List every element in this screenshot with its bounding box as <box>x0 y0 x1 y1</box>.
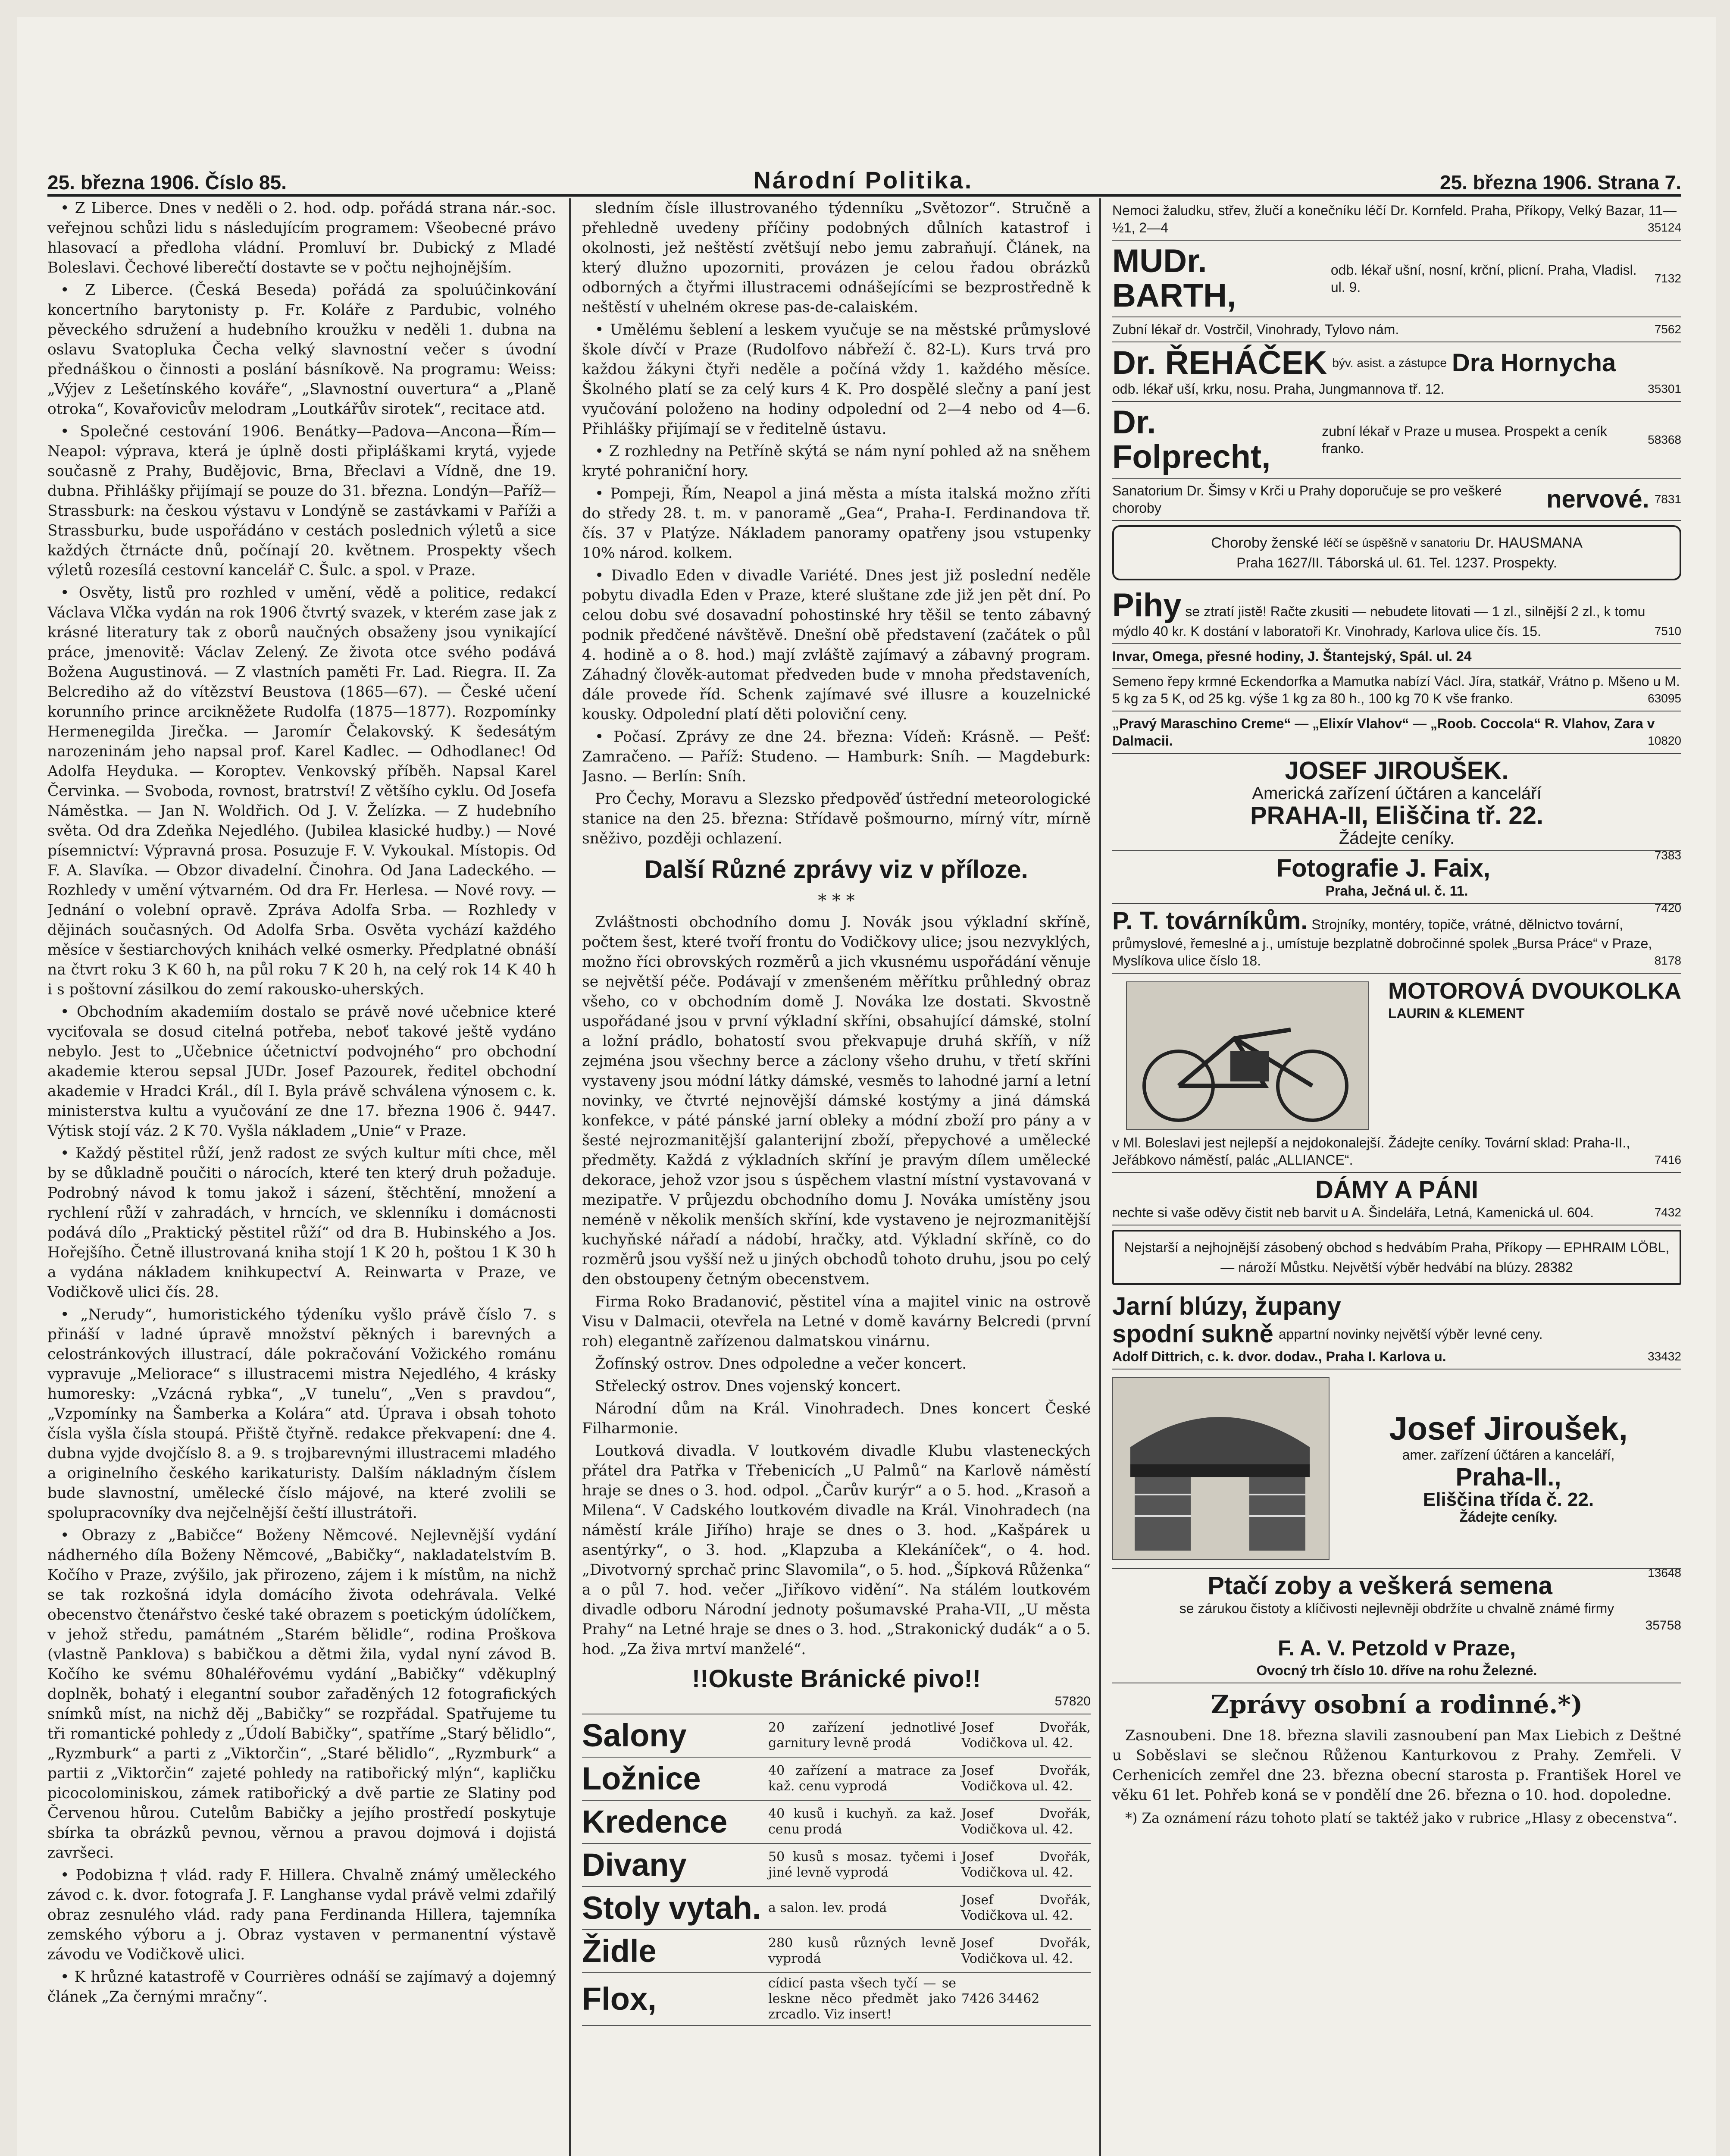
news-item: • Obrazy z „Babičce“ Boženy Němcové. Nejlevnější vydání nádherného díla Boženy Němcové, „Babičky“, nakladatelstvím B. Kočího v Praze, zvýšilo, jak přirozeno, zájem i k místům, na nichž se tak rozkošná idyla domácího života odehrávala. Velké obecenstvo čtenářstvo české také obrazem s poetickým údolíčkem, v jehož středu, památném „Starém bělidle“, rodina Proškova (vlastně Panklova) s babičkou a dětmi žila, vydal nyní závod B. Kočího ke svému 80haléřovému vydání „Babičky“ vděkuplný doplněk, bohatý i elegantní soubor zařaděných 12 fotografických snímků míst, na nichž děj „Babičky“ se rozpřádal. Spatřujeme tu tři romantické pohledy z „Údolí Babičky“, spatříme „Starý bělidlo“, „Ryzmburk“ a parti z „Viktorčin“, „Staré bělidlo“, „Ryzmburk“ a partii z „Viktorčin“ zajeté pohledy na ratibořický mlýn“, kapličku picocolominiskou, zámek ratibořický a dvě partie ze Slatiny pod Červenou hůrou. Cutelům Babičky a jejího prostředí poskytuje sbírka ta obrázků pevnou, věrnou a pravou dojmová i dojistá završeci. <box>47 1527 556 1861</box>
ad-name: Dr. ŘEHÁČEK <box>1112 345 1327 381</box>
ad-bursa-prace <box>1112 904 1681 974</box>
ad-text: v Ml. Boleslavi jest nejlepší a nejdokonalejší. Žádejte ceníky. Tovární sklad: Praha-II., Jeřábkovo náměstí, palác „ALLIANCE“. <box>1112 1135 1630 1168</box>
news-item: Střelecký ostrov. Dnes vojenský koncert. <box>595 1378 901 1395</box>
ad-keyword: Kredence <box>582 1804 728 1839</box>
ad-text: levné ceny. <box>1473 1326 1543 1342</box>
separator-stars: * * * <box>818 891 855 911</box>
ad-subtext: býv. asist. a zástupce <box>1332 356 1447 370</box>
ad-dittrich <box>1112 1289 1681 1369</box>
news-item: • Pompeji, Řím, Neapol a jiná města a místa italská možno zříti do středy 28. t. m. v panoramě „Gea“, Praha-I. Ferdinandova tř. čís. 37 v Platýze. Nákladem panoramy opatřeny jsou vstupenky 10% národ. kolkem. <box>582 485 1091 562</box>
ad-title: MOTOROVÁ DVOUKOLKA <box>1388 978 1681 1004</box>
family-news-note: *) Za oznámení rázu tohoto platí se taktéž jako v rubrice „Hlasy z obecenstva“. <box>1125 1810 1677 1826</box>
ad-pivo <box>582 1662 1091 1714</box>
ad-keyword: Flox, <box>582 1981 657 2017</box>
ad-text: amer. zařízení účtáren a kanceláří, <box>1402 1447 1615 1463</box>
ad-jirousek-2 <box>1112 1369 1681 1579</box>
news-item: Národní dům na Král. Vinohradech. Dnes koncert České Filharmonie. <box>582 1400 1091 1437</box>
ad-jirousek-1 <box>1112 754 1681 862</box>
ad-title: Ptačí zoby a veškerá semena <box>1208 1572 1552 1600</box>
ad-number: 7510 <box>1654 624 1681 638</box>
ad-sindelar <box>1112 1173 1681 1225</box>
ad-keyword: Ložnice <box>582 1761 701 1796</box>
ad-text: Strojníky, montéry, topiče, vrátné, dělnictvo tovární, průmyslové, řemeslné a j., umístuje bezplatně dobročinné spolek „Bursa Práce“ v Praze, Myslíkova ulice číslo 18. <box>1112 917 1652 968</box>
ad-title: Jarní blúzy, župany <box>1112 1292 1341 1320</box>
ad-big-word: Pihy <box>1112 587 1182 624</box>
column-1 <box>47 198 556 2156</box>
ad-keyword: Židle <box>582 1933 657 1969</box>
ad-address: Praha 1627/II. Táborská ul. 61. Tel. 1237. Prospekty. <box>1236 555 1557 570</box>
ad-vendor: Josef Dvořák, Vodičkova ul. 42. <box>961 1849 1091 1880</box>
ad-number: 35301 <box>1648 382 1681 395</box>
column-3-ads <box>1112 198 1681 2156</box>
ad-lobl <box>1112 1230 1681 1285</box>
news-item: • Každý pěstitel růží, jenž radost ze svých kultur míti chce, měl by se důkladně poučiti o nárocích, které ten který druh požaduje. Podrobný návod k tomu jakož i sázení, štěchtění, množení a rychlení růží v zahradách, v hrncích, ve sklenníku i domácnosti podává dílo „Praktický pěstitel růží“ od dra B. Hubinského a Jos. Hořejšího. Četně illustrovaná kniha stojí 1 K 20 h, poštou 1 K 30 h a vydána nákladem knihkupectví A. Reinwarta v Praze, ve Vodičkově ulici čís. 28. <box>47 1145 556 1301</box>
news-item: Zvláštnosti obchodního domu J. Novák jsou výkladní skříně, počtem šest, které tvoří frontu do Vodičkovy ulice; jsou nezvyklých, možno říci obrovských rozměrů a jich vkusnému uspořádání věnuje se největší péče. Podávají v zmenšeném měřítku průhledný obraz všeho, co v obchodním domě J. Nováka lze dostati. Skvostně uspořádané jsou v první výkladní skříni, obsahující dámské, stolní a ložní prádlo, bohatostí svou překvapuje druhá skříň, v níž zejména jsou všechny berce a záclony všeho druhu, v třetí skříni vystaveny jsou módní látky dámské, vesměs to lahodné jarní a letní novinky, ve čtvrté nejnovější dámské kostýmy a jiná dámská konfekce, v páté pánské jarní obleky a módní zboží pro pány a v šesté nejrozmanitější galanterijní zboží, přepychové a umělecké předměty. Každá z výkladních skříní je pravým dílem umělecké dekorace, jehož vzor jsou s úspěchem vlastní místní vystavovaná v mezipatře. V průjezdu obchodního domu J. Nováka umístěny jsou neméně v několik menších skříní, kde vystaveno je nejrozmanitější kuchyňské nářadí a nádobí, hračky, atd. Výkladní skříně, co do rozměrů jsou vyšší než u jiných obchodů tohoto druhu, jsou po celý den obstoupeny četným obecenstvem. <box>582 914 1091 1288</box>
ad-text: 40 kusů i kuchyň. za kaž. cenu prodá <box>768 1806 956 1837</box>
furniture-ad-row <box>582 1887 1091 1930</box>
ad-text: 40 zařízení a matrace za kaž. cenu vyprodá <box>768 1763 956 1794</box>
ad-text: se ztratí jistě! Račte zkusiti — nebudete litovati — 1 zl., silnější 2 zl., k tomu mýdlo 40 kr. K dostání v laboratoři Kr. Vinohrady, Karlova ulice čís. 15. <box>1112 604 1646 639</box>
motorcycle-icon <box>1127 982 1367 1127</box>
ad-vendor: Josef Dvořák, Vodičkova ul. 42. <box>961 1893 1091 1923</box>
ad-number: 28382 <box>1534 1260 1573 1275</box>
ad-address: Ovocný trh číslo 10. dříve na rohu Železné. <box>1256 1663 1537 1678</box>
news-item: Pro Čechy, Moravu a Slezsko předpověď ústřední meteorologické stanice na den 25. března: Střídavě pošmourno, mírný vítr, mírně sněživo, později ochlazení. <box>582 790 1091 847</box>
ad-keyword: Salony <box>582 1717 687 1753</box>
ad-text: Zubní lékař dr. Vostrčil, Vinohrady, Tylovo nám. <box>1112 322 1399 337</box>
ad-vendor: Josef Dvořák, Vodičkova ul. 42. <box>961 1720 1091 1751</box>
furniture-ad-row <box>582 1758 1091 1801</box>
ad-number: 63095 <box>1648 692 1681 705</box>
ad-text: nechte si vaše oděvy čistit neb barvit u A. Šindelářa, Letná, Kamenická ul. 604. <box>1112 1205 1594 1220</box>
ad-name: F. A. V. Petzold v Praze, <box>1277 1636 1516 1660</box>
ad-text: 20 zařízení jednotlivé garnitury levně prodá <box>768 1720 956 1751</box>
ad-address: PRAHA-II, Eliščina tř. 22. <box>1250 802 1544 830</box>
ad-vendor: Josef Dvořák, Vodičkova ul. 42. <box>961 1936 1091 1966</box>
news-item: • K hrůzné katastrofě v Courrières odnáší se zajímavý a dojemný článek „Za černými mračny“. <box>47 1968 556 2006</box>
ad-number: 7383 <box>1654 849 1681 862</box>
ad-cta: Žádejte ceníky. <box>1339 829 1455 848</box>
ad-text: appartní novinky největší výběr <box>1278 1326 1469 1342</box>
ad-big-word: nervové. <box>1546 485 1649 513</box>
ad-vendor: 7426 34462 <box>961 1991 1040 2006</box>
ad-vendor: Josef Dvořák, Vodičkova ul. 42. <box>961 1763 1091 1794</box>
ad-faix <box>1112 851 1681 915</box>
ad-number: 7831 <box>1654 492 1681 506</box>
ad-name: Josef Jiroušek, <box>1389 1410 1628 1447</box>
ad-keyword: Stoly vytah. <box>582 1890 761 1926</box>
ad-text: 280 kusů různých levně vyprodá <box>768 1936 956 1966</box>
rolltop-desk-icon <box>1113 1378 1327 1557</box>
newspaper-page <box>17 17 1716 2156</box>
ad-rehacek <box>1112 342 1681 402</box>
ad-title: DÁMY A PÁNI <box>1315 1176 1479 1204</box>
masthead: Národní Politika. <box>753 166 973 194</box>
ad-city: Praha-II., <box>1455 1463 1561 1491</box>
news-item: • Společné cestování 1906. Benátky—Padova—Ancona—Řím—Neapol: výprava, která je úplně dosti připláškami krytá, vyjede současně z Prahy, Budějovic, Brna, Břeclavi a Vídně, dne 19. dubna. Přihlášky přijímají se pouze do 31. března. Londýn—Paříž—Strassburk: na českou výstavu v Londýně se zastávkami v Paříži a Strassburku, bude uspořádáno v cestách poslednich výletů a sice každých čtrnácte dnů, počínají 20. květnem. Prospekty všech výletů rozesílá cestovní kancelář C. Šulc. a spol. v Praze. <box>47 423 556 579</box>
ad-semeno <box>1112 669 1681 711</box>
news-item: Žofínský ostrov. Dnes odpoledne a večer koncert. <box>595 1355 967 1373</box>
furniture-ad-row <box>582 1801 1091 1844</box>
ad-vlahov <box>1112 711 1681 754</box>
ad-hausman <box>1112 525 1681 580</box>
header-date-issue: 25. března 1906. Číslo 85. <box>47 171 287 194</box>
furniture-ads <box>582 1714 1091 2026</box>
ad-folprecht <box>1112 402 1681 479</box>
furniture-ad-row <box>582 1844 1091 1887</box>
news-item: sledním čísle illustrovaného týdenníku „Světozor“. Stručně a přehledně uvedeny příčiny podobných důlních katastrof i okolnosti, jež neštěstí zvětšují nebo jemu zabraňují. Článek, na který dlužno upozorniti, provázen je celou řadou obrázků odborných a čtyřmi illustracemi odnášejícími se bezprostředně k neštěstí v uhelném okrese pas-de-calaiském. <box>582 200 1091 316</box>
ad-text: Semeno řepy krmné Eckendorfka a Mamutka nabízí Václ. Jíra, statkář, Vrátno p. Mšeno u M. 5 kg za 5 K, od 25 kg. výše 1 kg za 80 h., 100 kg 70 K vše franko. <box>1112 674 1680 706</box>
ad-number: 10820 <box>1648 734 1681 747</box>
ad-barth <box>1112 241 1681 317</box>
section-heading: Další Různé zprávy viz v příloze. <box>644 856 1028 884</box>
ad-text: odb. lékař ušní, nosní, krční, plicní. Praha, Vladisl. ul. 9. <box>1330 262 1637 295</box>
ad-title: Choroby ženské <box>1211 535 1319 551</box>
ad-name: Fotografie J. Faix, <box>1276 854 1491 882</box>
ad-text: „Pravý Maraschino Creme“ — „Elixír Vlahov“ — „Roob. Coccola“ R. Vlahov, Zara v Dalmacii. <box>1112 716 1655 749</box>
news-item: • Z Liberce. Dnes v neděli o 2. hod. odp. pořádá strana nár.-soc. veřejnou schůzi lidu s následujícím programem: Všeobecné právo hlasovací a předloha vládní. Promluví br. Dubický z Mladé Boleslavi. Čechové liberečtí dostavte se v počtu nejhojnějším. <box>47 200 556 276</box>
ad-vendor: Josef Dvořák, Vodičkova ul. 42. <box>961 1806 1091 1837</box>
news-item: • Osvěty, listů pro rozhled v umění, vědě a politice, redakcí Václava Vlčka vydán na rok 1906 čtvrtý svazek, v kterém zase jak z krásné literatury tak z oborů naučných obsaženy jsou vynikající práce, jmenovitě: Václav Zelený. Ze života otce svého podává Božena Augustinová. — Z vlastních paměti Fr. Lad. Riegra. II. Za Belcrediho až do vítězství Beustova (1865—67). — České učení korunního prince arcikněžete Rudolfa (1875—1877). Rozpomínky Hermenegilda Jirečka. — Jaromír Čelakovský. K šedesátým narozeninám jeho napsal prof. Karel Kadlec. — Odhodlanec! Od Adolfa Heyduka. — Koroptev. Venkovský příběh. Napsal Karel Červinka. — Svoboda, rovnost, bratrství! Z většího cyklu. Od Josefa Náměstka. — Jan N. Woldřich. Od J. V. Želízka. — Z hudebního světa. Od dra Zdeňka Nejedlého. (Jubilea klasické hudby.) — Nové písemnictví: Výpravná prosa. Posuzuje F. V. Vykoukal. Místopis. Od F. A. Slavíka. — Obzor divadelní. Činohra. Od Jana Ladeckého. — Rozhledy v umění výtvarném. Od dra Fr. Herlesa. — Nové rovy. — Jednání o volební opravě. Zpráva Adolfa Srba. — Rozhledy v dějinách současných. Od Adolfa Srba. Osvěta vychází každého měsíce v šestiarchových knihách velké osmerky. Předplatné obnáší na čtvrt roku 3 K 60 h, na půl roku 7 K 20 h, na celý rok 14 K 40 h i s poštovní zásilkou do zemí rakousko-uherských. <box>47 584 556 998</box>
ad-vendor: Adolf Dittrich, c. k. dvor. dodav., Praha I. Karlova u. <box>1112 1349 1446 1364</box>
ad-address: Praha, Ječná ul. č. 11. <box>1325 883 1468 899</box>
column-rule <box>1099 198 1101 2156</box>
ad-text: cídicí pasta všech tyčí — se leskne něco předmět jako zrcadlo. Viz insert! <box>768 1976 956 2022</box>
furniture-ad-row <box>582 1714 1091 1758</box>
ad-number: 57820 <box>1054 1694 1091 1708</box>
ad-text: odb. lékař uší, krku, nosu. Praha, Jungmannova tř. 12. <box>1112 381 1445 397</box>
header-date-page: 25. března 1906. Strana 7. <box>1440 171 1681 194</box>
ad-name-right: Dra Hornycha <box>1452 349 1616 377</box>
column-2 <box>582 198 1091 2156</box>
ad-number: 35124 <box>1648 221 1681 234</box>
news-item: • Z rozhledny na Petříně skýtá se nám nyní pohled až na sněhem kryté pohraniční hory. <box>582 443 1091 480</box>
ad-number: 7432 <box>1654 1206 1681 1219</box>
news-item: Loutková divadla. V loutkovém divadle Klubu vlasteneckých přátel dra Patřka v Třebenicích „U Palmů“ na Karlově náměstí hraje se dnes o 3. hod. odpol. „Čarův kurýr“ a o 5. hod. „Krasoň a Milena“. V Cadského loutkovém divadle na Král. Vinohradech (na náměstí krále Jiřího) hraje se dnes o 3. hod. „Kašpárek u asentýrky“, o 3. hod. „Klapzuba a Klekáníček“, o 4. hod. „Divotvorný sprchač princ Slavomila“, o 5. hod. „Šípková Růženka“ a o půl 7. hod. večer „Jiříkovo vidění“. Na stálém loutkovém divadle odboru Národní jednoty pošumavské Praha-VII, „U města Prahy“ na Letné hraje se dnes o 3. hod. „Strakonický dudák“ a o 5. hod. „Za živa mrtví manželé“. <box>582 1442 1091 1658</box>
ad-text: zubní lékař v Praze u musea. Prospekt a ceník franko. <box>1322 423 1607 456</box>
ad-kornfeld <box>1112 198 1681 241</box>
ad-text: 50 kusů s mosaz. tyčemi i jiné levně vyprodá <box>768 1849 956 1880</box>
ad-text: Sanatorium Dr. Šimsy v Krči u Prahy doporučuje se pro veškeré choroby <box>1112 483 1502 516</box>
ad-number: 7416 <box>1654 1153 1681 1166</box>
ad-number: 13648 <box>1648 1566 1681 1579</box>
ad-cta: Žádejte ceníky. <box>1459 1509 1558 1525</box>
ad-subtext: léčí se úspěšně v sanatoriu <box>1323 536 1470 549</box>
news-item: • Obchodním akademiím dostalo se právě nové učebnice které vyciťovala se dosud citelná potřeba, neboť takové ještě vydáno nebylo. Jest to „Učebnice účetnictví podvojného“ pro obchodní akademie kterou sepsal JUDr. Josef Pazourek, ředitel obchodní akademie v Hradci Král., díl I. Byla právě schválena výnosem c. k. ministerstva kultu a vyučování ze dne 17. března 1906 č. 9447. Výtisk stojí váz. 2 K 70. Vyšla nákladem „Unie“ v Praze. <box>47 1003 556 1140</box>
ad-name: JOSEF JIROUŠEK. <box>1285 757 1509 785</box>
family-news-heading: Zprávy osobní a rodinné.*) <box>1211 1690 1583 1719</box>
ad-pihy <box>1112 585 1681 644</box>
ad-laurin-klement <box>1112 974 1681 1173</box>
ad-number: 7562 <box>1654 323 1681 336</box>
ad-text: Nejstarší a nejhojnější zásobený obchod s hedvábím Praha, Příkopy — EPHRAIM LÖBL, — nároží Můstku. Největší výběr hedvábí na blúzy. <box>1124 1240 1670 1275</box>
ad-hodiny <box>1112 644 1681 669</box>
ad-number: 8178 <box>1654 954 1681 967</box>
ad-pivo-title: !!Okuste Bránické pivo!! <box>691 1665 981 1693</box>
ad-simsa <box>1112 479 1681 521</box>
ad-title: P. T. továrníkům. <box>1112 907 1308 935</box>
ad-keyword: Divany <box>582 1847 687 1883</box>
ad-number: 7420 <box>1654 901 1681 915</box>
ad-number: 7132 <box>1654 272 1681 285</box>
ad-petzold <box>1112 1569 1681 1683</box>
page-header <box>47 160 1681 197</box>
news-item: • Počasí. Zprávy ze dne 24. března: Vídeň: Krásně. — Pešť: Zamračeno. — Paříž: Studeno. — Hamburk: Sníh. — Magdeburk: Jasno. — Berlín: Sníh. <box>582 728 1091 785</box>
ad-name: Dr. Folprecht, <box>1112 404 1271 475</box>
news-item: • Umělému šeblení a leskem vyučuje se na městské průmyslové škole dívčí v Praze (Rudolfovo nábřeží č. 82-L). Kurs trvá pro každou žákyni čtyři neděle a počíná vždy 1. každého měsíce. Školného platí se za celý kurs 4 K. Pro dospělé slečny a paní jest vyučování položeno na hodiny odpolední od 2—4 nebo od 4—6. Přihlášky přijímají se v ředitelně ústavu. <box>582 321 1091 438</box>
furniture-ad-row <box>582 1973 1091 2026</box>
ad-title-2: spodní sukně <box>1112 1320 1273 1348</box>
ad-text: Americká zařízení účtáren a kanceláří <box>1252 784 1542 803</box>
family-news-text: Zasnoubeni. Dne 18. března slavili zasnoubení pan Max Liebich z Deštné u Soběslavi se slečnou Růženou Kanturkovou z Prahy. Zemřeli. V Cerhenicích zemřel dne 23. března obecní starosta p. František Horel ve věku 61 let. Pohřeb koná se v pondělí dne 26. března o 10. hod. dopoledne. <box>1112 1727 1681 1804</box>
news-item: • Divadlo Eden v divadle Variété. Dnes jest již poslední neděle pobytu divadla Eden v Praze, které sluštane zde již jen pět dní. Po celou dobu své dosavadní pohostinské hry těšil se tento zábavný podnik předčené návštěvě. Dnešní obě představení (začátek o půl 4. hodině a o 8. hod.) mají zvláště zajímavý a zábavný program. Záhadný člověk-automat předveden bude v mnoha představeních, dále provede říd. Schenk zajímavé své illusre a kouzelnické kousky. Odpolední platí děti poloviční ceny. <box>582 567 1091 723</box>
ad-text: se zárukou čistoty a klíčivosti nejlevněji obdržíte u chvalně známé firmy <box>1179 1601 1614 1616</box>
ad-name: MUDr. BARTH, <box>1112 243 1236 314</box>
ad-address: Eliščina třída č. 22. <box>1423 1489 1594 1510</box>
motorcycle-illustration <box>1126 981 1369 1130</box>
ad-text: Invar, Omega, přesné hodiny, J. Štantejský, Spál. ul. 24 <box>1112 649 1472 664</box>
ad-number: 33432 <box>1648 1350 1681 1363</box>
desk-illustration <box>1112 1377 1330 1560</box>
ad-text: Nemoci žaludku, střev, žlučí a konečníku léčí Dr. Kornfeld. Praha, Příkopy, Velký Bazar, 11—½1, 2—4 <box>1112 203 1677 235</box>
ad-vostrcil <box>1112 317 1681 342</box>
ad-number: 58368 <box>1648 433 1681 446</box>
news-item: • Z Liberce. (Česká Beseda) pořádá za spoluúčinkování koncertního barytonisty p. Fr. Koláře z Pardubic, volného pěveckého sdružení a hudebního kroužku v neděli 1. dubna na oslavu Svatopluka Čecha velký slavnostní večer s úvodní přednáškou o činnosti a poslání básníkově. Na programu: Weiss: „Výjev z Lešetínského kováře“, „Slavnostní ouvertura“ a „Planě otroka“, Kovařovicův melodram „Loutkářův sirotek“, recitace atd. <box>47 282 556 418</box>
ad-text: a salon. lev. prodá <box>768 1900 887 1915</box>
ad-number: 35758 <box>1645 1618 1681 1633</box>
furniture-ad-row <box>582 1930 1091 1973</box>
ad-name: Dr. HAUSMANA <box>1475 535 1583 551</box>
news-item: • „Nerudy“, humoristického týdeníku vyšlo právě číslo 7. s přináší v ladné úpravě množství pěkných i barevných a celostránkových illustrací, dále pokračování Vožického románu vypravuje „Meliorace“ s illustracemi mistra Nejedlého, 4 krásky humoresky: „Vzácná rybka“, „V tunelu“, „Ven s pravdou“, „Vzpomínky na Šamberka a Kolára“ atd. Úprava i obsah tohoto čísla vyšla čísla stoupá. Přiště čtyřně. redakce překvapení: dne 4. dubna vyjde dvojčíslo 8. a 9. s trojbarevnými illustracemi mladého a originelního českého karikaturisty. Dalším nákladným číslem bude slavnostní, umělecké číslo májové, na které zvolili se spolupracovníky dva nejčelnější čeští illustrátoři. <box>47 1306 556 1522</box>
ad-brand: LAURIN & KLEMENT <box>1388 1006 1525 1021</box>
news-item: Firma Roko Bradanović, pěstitel vína a majitel vinic na ostrově Visu v Dalmacii, otevřela na Letné v domě kavárny Belcredi (první roh) elegantně zařízenou dalmatskou vinárnu. <box>582 1293 1091 1350</box>
news-item: • Podobizna † vlád. rady F. Hillera. Chvalně známý uměleckého závod c. k. dvor. fotografa J. F. Langhanse vydal právě velmi zdařilý obraz zesnulého vlád. rady pana Ferdinanda Hillera, tajemníka zemského výboru a j. Obraz vystaven v permanentní výstavě závodu ve Vodičkově ulici. <box>47 1867 556 1963</box>
column-rule <box>569 198 571 2156</box>
